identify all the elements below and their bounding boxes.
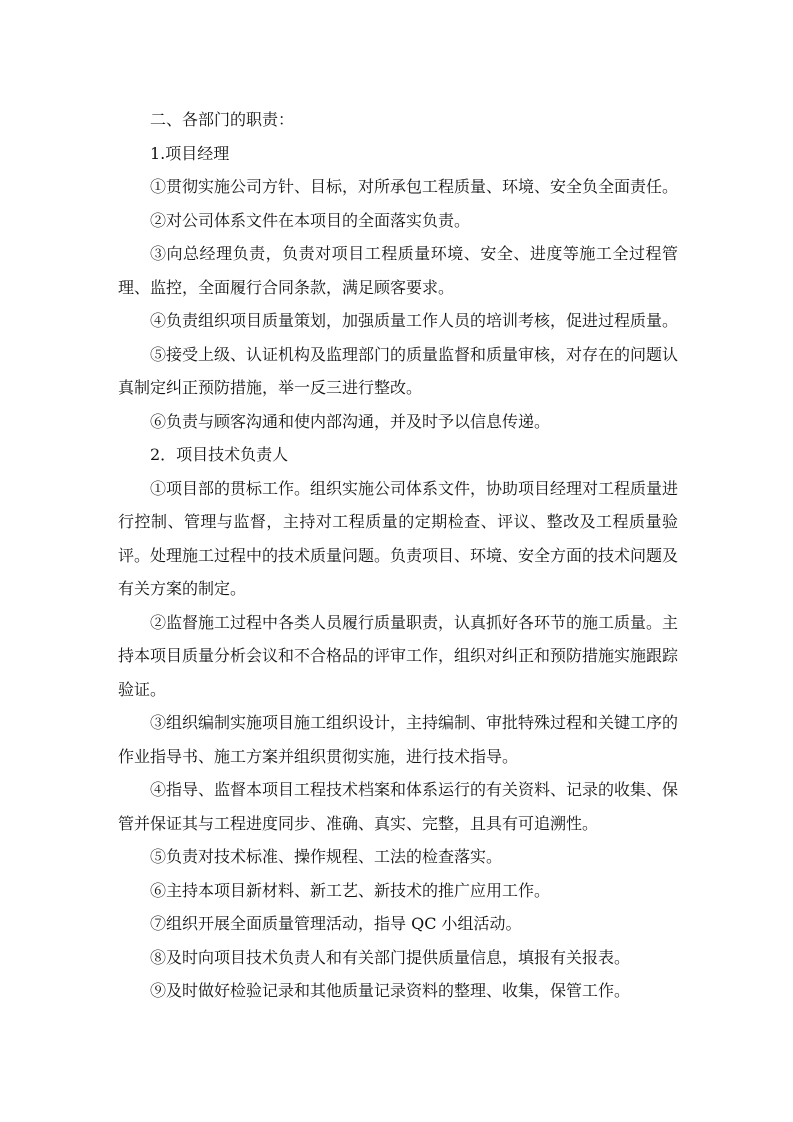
paragraph: ①贯彻实施公司方针、目标，对所承包工程质量、环境、安全负全面责任。 bbox=[150, 177, 679, 196]
paragraph: ③向总经理负责，负责对项目工程质量环境、安全、进度等施工全过程管理、监控，全面履行合同条款，满足顾客要求。 bbox=[118, 244, 678, 297]
paragraph: ⑦组织开展全面质量管理活动，指导 QC 小组活动。 bbox=[150, 914, 522, 933]
section-heading: 二、各部门的职责： bbox=[150, 110, 295, 129]
paragraph: ⑨及时做好检验记录和其他质量记录资料的整理、收集，保管工作。 bbox=[150, 981, 631, 1000]
paragraph: ②监督施工过程中各类人员履行质量职责，认真抓好各环节的施工质量。主持本项目质量分析会议和不合格品的评审工作，组织对纠正和预防措施实施跟踪验证。 bbox=[118, 612, 679, 699]
paragraph: ⑤负责对技术标准、操作规程、工法的检查落实。 bbox=[150, 847, 503, 866]
paragraph: ⑤接受上级、认证机构及监理部门的质量监督和质量审核，对存在的问题认真制定纠正预防措施，举一反三进行整改。 bbox=[118, 344, 679, 397]
paragraph: ①项目部的贯标工作。组织实施公司体系文件，协助项目经理对工程质量进行控制、管理与监督，主持对工程质量的定期检查、评议、整改及工程质量验评。处理施工过程中的技术质量问题。负责项目、环境、安全方面的技术问题及有关方案的制定。 bbox=[118, 478, 679, 598]
paragraph: ⑧及时向项目技术负责人和有关部门提供质量信息，填报有关报表。 bbox=[150, 947, 631, 967]
document-body bbox=[118, 103, 678, 1008]
subsection-title-project-manager: 1.项目经理 bbox=[150, 143, 230, 163]
subsection-title-technical-lead: 2．项目技术负责人 bbox=[150, 445, 289, 464]
paragraph: ⑥主持本项目新材料、新工艺、新技术的推广应用工作。 bbox=[150, 880, 551, 900]
paragraph: ④负责组织项目质量策划，加强质量工作人员的培训考核，促进过程质量。 bbox=[150, 311, 679, 330]
paragraph: ③组织编制实施项目施工组织设计，主持编制、审批特殊过程和关键工序的作业指导书、施工方案并组织贯彻实施，进行技术指导。 bbox=[118, 713, 679, 766]
paragraph: ⑥负责与顾客沟通和使内部沟通，并及时予以信息传递。 bbox=[150, 411, 551, 431]
paragraph: ④指导、监督本项目工程技术档案和体系运行的有关资料、记录的收集、保管并保证其与工程进度同步、准确、真实、完整，且具有可追溯性。 bbox=[118, 780, 679, 833]
paragraph: ②对公司体系文件在本项目的全面落实负责。 bbox=[150, 210, 471, 230]
